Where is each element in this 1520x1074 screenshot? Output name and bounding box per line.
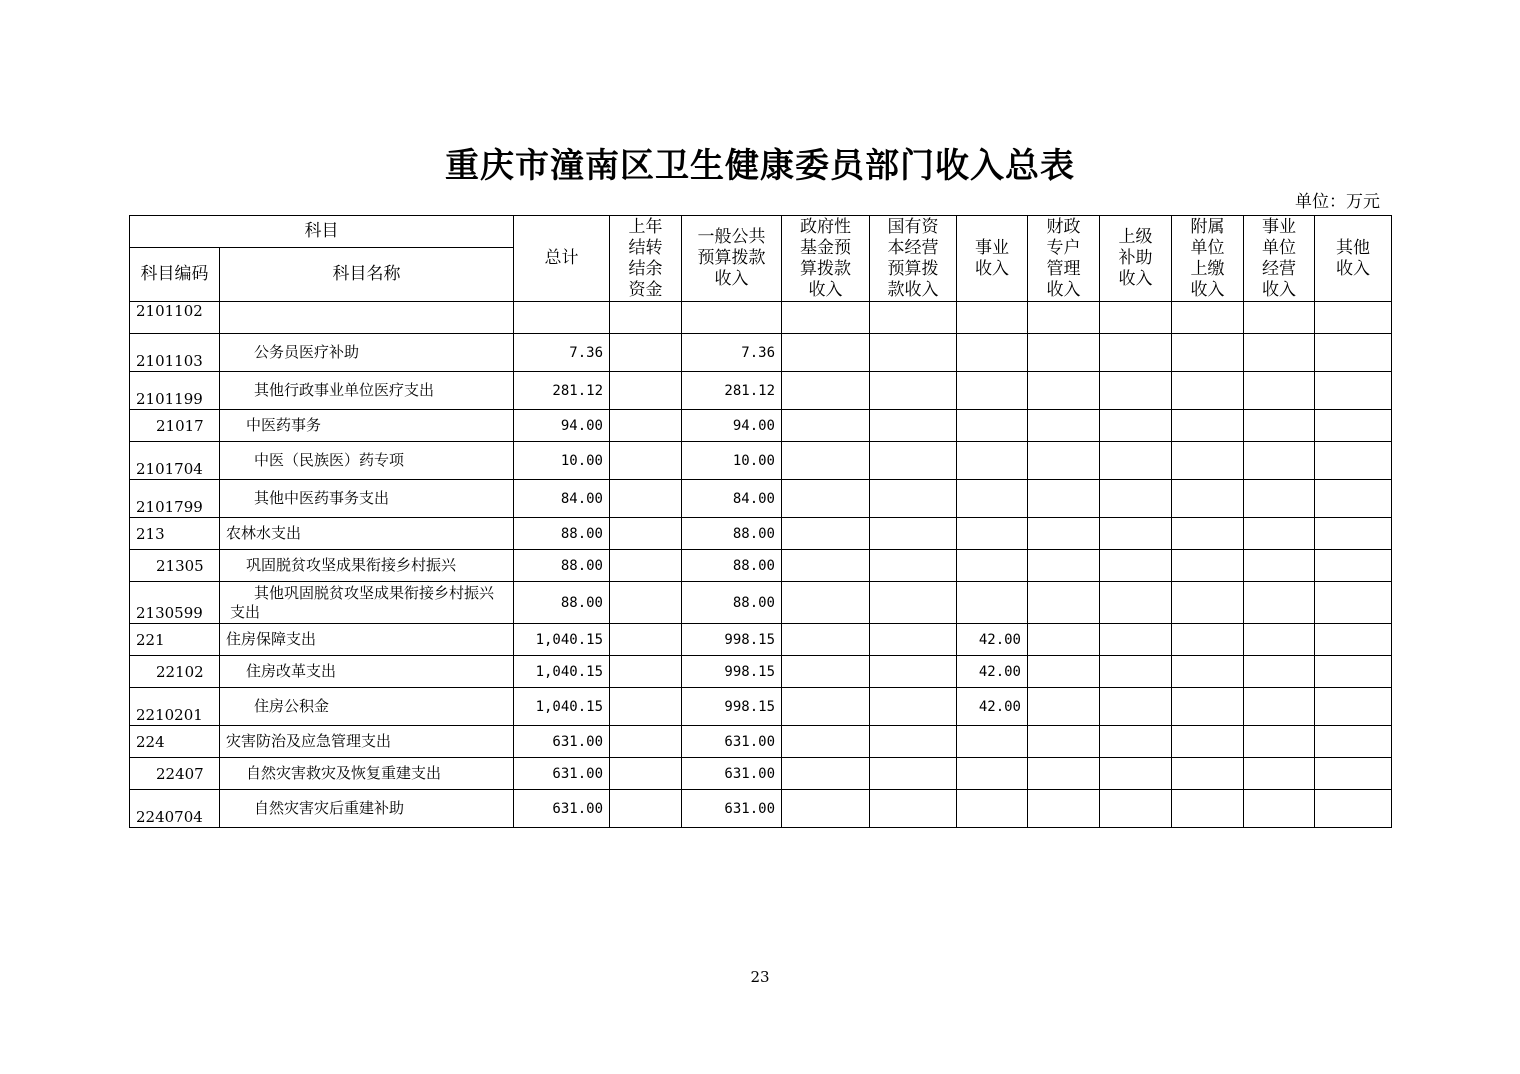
- empty-cell: [1172, 656, 1244, 688]
- empty-cell: [1172, 790, 1244, 828]
- header-line: 收入: [1190, 279, 1225, 300]
- empty-cell: [1172, 550, 1244, 582]
- amount-total: 88.00: [514, 550, 610, 582]
- subject-code: 21017: [130, 410, 220, 442]
- table-row: [130, 442, 1392, 480]
- empty-cell: [1028, 334, 1100, 372]
- subject-code: 22102: [130, 656, 220, 688]
- empty-cell: [1315, 656, 1392, 688]
- empty-cell: [1315, 334, 1392, 372]
- empty-cell: [1028, 518, 1100, 550]
- amount-fund: [782, 550, 870, 582]
- amount-general: 998.15: [682, 624, 782, 656]
- amount-biz: [957, 372, 1028, 410]
- empty-cell: [1244, 790, 1315, 828]
- empty-cell: [1028, 726, 1100, 758]
- amount-fund: [782, 790, 870, 828]
- amount-general: [682, 302, 782, 334]
- amount-prev: [610, 688, 682, 726]
- amount-fund: [782, 372, 870, 410]
- amount-soe: [870, 302, 957, 334]
- empty-cell: [1172, 372, 1244, 410]
- col-header-superior-subsidy: [1100, 216, 1172, 302]
- empty-cell: [1244, 688, 1315, 726]
- amount-prev: [610, 518, 682, 550]
- subject-name: 公务员医疗补助: [220, 334, 514, 372]
- amount-general: 281.12: [682, 372, 782, 410]
- amount-prev: [610, 550, 682, 582]
- amount-biz: [957, 442, 1028, 480]
- amount-general: 88.00: [682, 550, 782, 582]
- empty-cell: [1244, 442, 1315, 480]
- empty-cell: [1028, 688, 1100, 726]
- header-line: 财政: [1046, 216, 1081, 237]
- empty-cell: [1100, 656, 1172, 688]
- amount-general: 7.36: [682, 334, 782, 372]
- amount-soe: [870, 726, 957, 758]
- amount-prev: [610, 790, 682, 828]
- amount-total: 10.00: [514, 442, 610, 480]
- subject-name: 住房保障支出: [220, 624, 514, 656]
- col-header-gov-fund: [782, 216, 870, 302]
- amount-total: 631.00: [514, 790, 610, 828]
- empty-cell: [1028, 302, 1100, 334]
- subject-name: 自然灾害灾后重建补助: [220, 790, 514, 828]
- empty-cell: [1315, 726, 1392, 758]
- table-row: [130, 726, 1392, 758]
- amount-prev: [610, 656, 682, 688]
- subject-code: 213: [130, 518, 220, 550]
- empty-cell: [1100, 582, 1172, 624]
- empty-cell: [1315, 688, 1392, 726]
- amount-prev: [610, 372, 682, 410]
- amount-total: 7.36: [514, 334, 610, 372]
- empty-cell: [1100, 758, 1172, 790]
- page-title: 重庆市潼南区卫生健康委员部门收入总表: [445, 146, 1075, 186]
- table-row: [130, 334, 1392, 372]
- amount-soe: [870, 410, 957, 442]
- empty-cell: [1315, 624, 1392, 656]
- empty-cell: [1244, 656, 1315, 688]
- header-line: 单位: [1190, 237, 1225, 258]
- amount-general: 631.00: [682, 726, 782, 758]
- empty-cell: [1100, 790, 1172, 828]
- amount-biz: 42.00: [957, 688, 1028, 726]
- table-body: [130, 302, 1392, 828]
- amount-general: 88.00: [682, 582, 782, 624]
- header-line: 政府性: [800, 216, 851, 237]
- empty-cell: [1100, 410, 1172, 442]
- amount-soe: [870, 656, 957, 688]
- amount-general: 998.15: [682, 656, 782, 688]
- empty-cell: [1244, 372, 1315, 410]
- col-header-general-budget: [682, 216, 782, 302]
- amount-prev: [610, 758, 682, 790]
- header-line: 收入: [714, 269, 749, 289]
- amount-soe: [870, 758, 957, 790]
- header-line: 本经营: [887, 237, 939, 258]
- amount-biz: [957, 518, 1028, 550]
- empty-cell: [1315, 372, 1392, 410]
- amount-fund: [782, 624, 870, 656]
- amount-biz: [957, 550, 1028, 582]
- empty-cell: [1100, 550, 1172, 582]
- empty-cell: [1028, 550, 1100, 582]
- subject-code: 224: [130, 726, 220, 758]
- empty-cell: [1315, 758, 1392, 790]
- subject-header: 科目: [130, 216, 514, 248]
- empty-cell: [1028, 442, 1100, 480]
- table-row: [130, 656, 1392, 688]
- name-header: 科目名称: [220, 248, 514, 302]
- amount-total: 88.00: [514, 518, 610, 550]
- amount-general: 94.00: [682, 410, 782, 442]
- amount-prev: [610, 334, 682, 372]
- empty-cell: [1244, 410, 1315, 442]
- table-row: [130, 410, 1392, 442]
- page-number: 23: [750, 968, 770, 986]
- empty-cell: [1244, 758, 1315, 790]
- empty-cell: [1315, 790, 1392, 828]
- empty-cell: [1244, 302, 1315, 334]
- subject-code: 2130599: [130, 582, 220, 624]
- table-row: [130, 518, 1392, 550]
- table-row: [130, 688, 1392, 726]
- empty-cell: [1244, 624, 1315, 656]
- amount-soe: [870, 372, 957, 410]
- empty-cell: [1172, 758, 1244, 790]
- empty-cell: [1244, 582, 1315, 624]
- subject-name: 住房公积金: [220, 688, 514, 726]
- amount-fund: [782, 442, 870, 480]
- subject-name: 农林水支出: [220, 518, 514, 550]
- col-header-affiliate-remit: [1172, 216, 1244, 302]
- amount-fund: [782, 758, 870, 790]
- empty-cell: [1172, 726, 1244, 758]
- col-header-prev-balance: [610, 216, 682, 302]
- amount-soe: [870, 518, 957, 550]
- header-line: 结余: [628, 258, 663, 279]
- subject-name: 其他巩固脱贫攻坚成果衔接乡村振兴支出: [220, 582, 514, 624]
- col-header-soe-capital: [870, 216, 957, 302]
- subject-code: 22407: [130, 758, 220, 790]
- header-line: 国有资: [887, 216, 939, 237]
- subject-name: 灾害防治及应急管理支出: [220, 726, 514, 758]
- header-line: 事业: [975, 237, 1009, 258]
- empty-cell: [1244, 550, 1315, 582]
- col-header-total: [514, 216, 610, 302]
- subject-code: 2101199: [130, 372, 220, 410]
- header-line: 上级: [1118, 227, 1153, 247]
- amount-biz: [957, 582, 1028, 624]
- empty-cell: [1028, 480, 1100, 518]
- header-line: 一般公共: [697, 227, 766, 247]
- header-line: 总计: [544, 248, 579, 268]
- header-line: 收入: [808, 279, 843, 300]
- subject-code: 2101102: [130, 302, 220, 334]
- empty-cell: [1028, 656, 1100, 688]
- empty-cell: [1028, 758, 1100, 790]
- empty-cell: [1244, 518, 1315, 550]
- empty-cell: [1028, 582, 1100, 624]
- amount-soe: [870, 790, 957, 828]
- amount-soe: [870, 688, 957, 726]
- header-line: 附属: [1190, 216, 1225, 237]
- col-header-special-account: [1028, 216, 1100, 302]
- empty-cell: [1172, 442, 1244, 480]
- subject-code: 2101799: [130, 480, 220, 518]
- amount-soe: [870, 550, 957, 582]
- amount-biz: [957, 410, 1028, 442]
- amount-total: [514, 302, 610, 334]
- empty-cell: [1028, 790, 1100, 828]
- amount-soe: [870, 624, 957, 656]
- empty-cell: [1100, 302, 1172, 334]
- subject-name: [220, 302, 514, 334]
- amount-prev: [610, 302, 682, 334]
- empty-cell: [1315, 480, 1392, 518]
- subject-code: 2240704: [130, 790, 220, 828]
- empty-cell: [1315, 582, 1392, 624]
- header-line: 结转: [628, 237, 663, 258]
- subject-name: 中医（民族医）药专项: [220, 442, 514, 480]
- header-line: 专户: [1046, 237, 1081, 258]
- income-summary-table: [129, 215, 1392, 828]
- table-row: [130, 480, 1392, 518]
- header-line: 其他: [1336, 237, 1370, 258]
- empty-cell: [1172, 410, 1244, 442]
- subject-code: 221: [130, 624, 220, 656]
- subject-code: 2210201: [130, 688, 220, 726]
- table-row: [130, 582, 1392, 624]
- amount-general: 631.00: [682, 790, 782, 828]
- header-line: 收入: [1046, 279, 1081, 300]
- subject-name: 住房改革支出: [220, 656, 514, 688]
- amount-prev: [610, 582, 682, 624]
- table-row: [130, 372, 1392, 410]
- subject-name: 中医药事务: [220, 410, 514, 442]
- header-line: 资金: [628, 279, 663, 300]
- subject-name: 其他行政事业单位医疗支出: [220, 372, 514, 410]
- amount-prev: [610, 442, 682, 480]
- amount-prev: [610, 726, 682, 758]
- empty-cell: [1244, 726, 1315, 758]
- amount-prev: [610, 410, 682, 442]
- empty-cell: [1100, 372, 1172, 410]
- code-header: 科目编码: [130, 248, 220, 302]
- amount-fund: [782, 410, 870, 442]
- amount-fund: [782, 334, 870, 372]
- amount-fund: [782, 688, 870, 726]
- amount-biz: [957, 726, 1028, 758]
- amount-total: 631.00: [514, 726, 610, 758]
- empty-cell: [1100, 480, 1172, 518]
- header-line: 款收入: [887, 279, 939, 300]
- empty-cell: [1028, 372, 1100, 410]
- amount-biz: [957, 480, 1028, 518]
- amount-biz: [957, 302, 1028, 334]
- empty-cell: [1100, 334, 1172, 372]
- empty-cell: [1100, 726, 1172, 758]
- header-line: 事业: [1262, 216, 1296, 237]
- header-line: 收入: [1336, 258, 1370, 279]
- empty-cell: [1172, 624, 1244, 656]
- amount-biz: [957, 790, 1028, 828]
- empty-cell: [1100, 624, 1172, 656]
- amount-total: 84.00: [514, 480, 610, 518]
- header-line: 收入: [1262, 279, 1296, 300]
- subject-code: 21305: [130, 550, 220, 582]
- amount-total: 88.00: [514, 582, 610, 624]
- amount-general: 84.00: [682, 480, 782, 518]
- amount-general: 10.00: [682, 442, 782, 480]
- header-line: 收入: [975, 258, 1009, 279]
- table-row: [130, 790, 1392, 828]
- amount-biz: [957, 758, 1028, 790]
- empty-cell: [1100, 442, 1172, 480]
- amount-fund: [782, 518, 870, 550]
- amount-biz: [957, 334, 1028, 372]
- empty-cell: [1028, 624, 1100, 656]
- table-row: [130, 302, 1392, 334]
- header-line: 预算拨: [887, 258, 939, 279]
- amount-soe: [870, 442, 957, 480]
- col-header-unit-operating: [1244, 216, 1315, 302]
- empty-cell: [1315, 518, 1392, 550]
- amount-fund: [782, 726, 870, 758]
- empty-cell: [1172, 688, 1244, 726]
- header-line: 基金预: [800, 237, 851, 258]
- amount-general: 998.15: [682, 688, 782, 726]
- empty-cell: [1172, 518, 1244, 550]
- subject-name: 其他中医药事务支出: [220, 480, 514, 518]
- empty-cell: [1172, 582, 1244, 624]
- subject-name: 巩固脱贫攻坚成果衔接乡村振兴: [220, 550, 514, 582]
- amount-prev: [610, 480, 682, 518]
- header-line: 补助: [1118, 248, 1153, 268]
- col-header-business-income: [957, 216, 1028, 302]
- amount-biz: 42.00: [957, 656, 1028, 688]
- col-header-other-income: [1315, 216, 1392, 302]
- amount-fund: [782, 302, 870, 334]
- amount-total: 1,040.15: [514, 656, 610, 688]
- table-row: [130, 550, 1392, 582]
- header-line: 经营: [1262, 258, 1296, 279]
- empty-cell: [1100, 688, 1172, 726]
- amount-fund: [782, 480, 870, 518]
- amount-biz: 42.00: [957, 624, 1028, 656]
- amount-total: 631.00: [514, 758, 610, 790]
- subject-code: 2101103: [130, 334, 220, 372]
- header-line: 收入: [1118, 269, 1153, 289]
- amount-soe: [870, 334, 957, 372]
- header-line: 上年: [628, 216, 663, 237]
- table-header: [130, 216, 1392, 302]
- amount-total: 94.00: [514, 410, 610, 442]
- amount-fund: [782, 582, 870, 624]
- empty-cell: [1315, 302, 1392, 334]
- header-line: 算拨款: [800, 258, 851, 279]
- empty-cell: [1100, 518, 1172, 550]
- header-line: 管理: [1046, 258, 1081, 279]
- amount-total: 1,040.15: [514, 624, 610, 656]
- header-line: 单位: [1262, 237, 1296, 258]
- empty-cell: [1244, 480, 1315, 518]
- empty-cell: [1172, 480, 1244, 518]
- amount-general: 631.00: [682, 758, 782, 790]
- subject-name: 自然灾害救灾及恢复重建支出: [220, 758, 514, 790]
- empty-cell: [1315, 410, 1392, 442]
- empty-cell: [1172, 334, 1244, 372]
- subject-code: 2101704: [130, 442, 220, 480]
- header-line: 预算拨款: [697, 248, 766, 268]
- empty-cell: [1172, 302, 1244, 334]
- amount-soe: [870, 480, 957, 518]
- table-row: [130, 624, 1392, 656]
- empty-cell: [1315, 550, 1392, 582]
- amount-general: 88.00: [682, 518, 782, 550]
- table-row: [130, 758, 1392, 790]
- header-line: 上缴: [1190, 258, 1225, 279]
- empty-cell: [1244, 334, 1315, 372]
- amount-total: 1,040.15: [514, 688, 610, 726]
- amount-fund: [782, 656, 870, 688]
- empty-cell: [1028, 410, 1100, 442]
- amount-prev: [610, 624, 682, 656]
- amount-soe: [870, 582, 957, 624]
- unit-label: 单位：万元: [1295, 192, 1380, 212]
- amount-total: 281.12: [514, 372, 610, 410]
- empty-cell: [1315, 442, 1392, 480]
